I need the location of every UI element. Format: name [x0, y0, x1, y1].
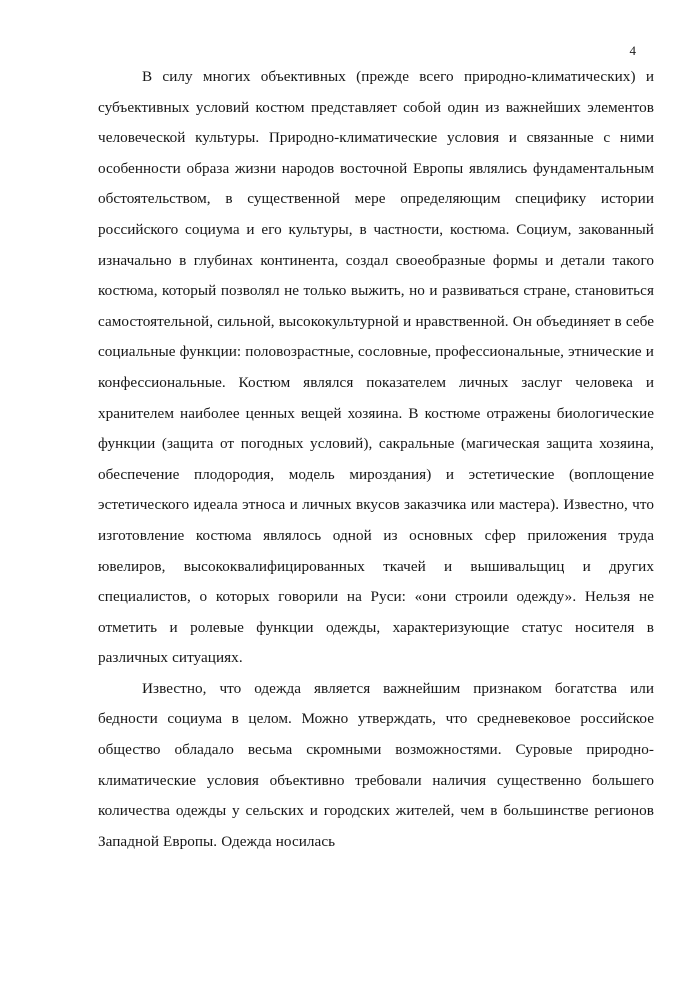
paragraph: Известно, что одежда является важнейшим признаком богатства или бедности социума в целом. Можно утверждать, что средневековое российское общество обладало весьма скромными возможностями. Суровые природно-климатические условия объективно требовали наличия существенно большего количества одежды у сельских и городских жителей, чем в большинстве регионов Западной Европы. Одежда носилась [98, 679, 654, 850]
page-number: 4 [629, 43, 636, 58]
paragraph: В силу многих объективных (прежде всего природно-климатических) и субъективных условий костюм представляет собой один из важнейших элементов человеческой культуры. Природно-климатические условия и связанные с ними особенности образа жизни народов восточной Европы являлись фундаментальным обстоятельством, в существенной мере определяющим специфику истории российского социума и его культуры, в частности, костюма. Социум, закованный изначально в глубинах континента, создал своеобразные формы и детали такого костюма, который позволял не только выжить, но и развиваться стране, становиться самостоятельной, сильной, высококультурной и нравственной. Он объединяет в себе социальные функции: половозрастные, сословные, профессиональные, этнические и конфессиональные. Костюм являлся показателем личных заслуг человека и хранителем наиболее ценных вещей хозяина. В костюме отражены биологические функции (защита от погодных условий), сакральные (магическая защита хозяина, обеспечение плодородия, модель мироздания) и эстетические (воплощение эстетического идеала этноса и личных вкусов заказчика или мастера). Известно, что изготовление костюма являлось одной из основных сфер приложения труда ювелиров, высококвалифицированных ткачей и вышивальщиц и других специалистов, о которых говорили на Руси: «они строили одежду». Нельзя не отметить и ролевые функции одежды, характеризующие статус носителя в различных ситуациях. [98, 68, 654, 667]
body-text-block [98, 62, 654, 857]
